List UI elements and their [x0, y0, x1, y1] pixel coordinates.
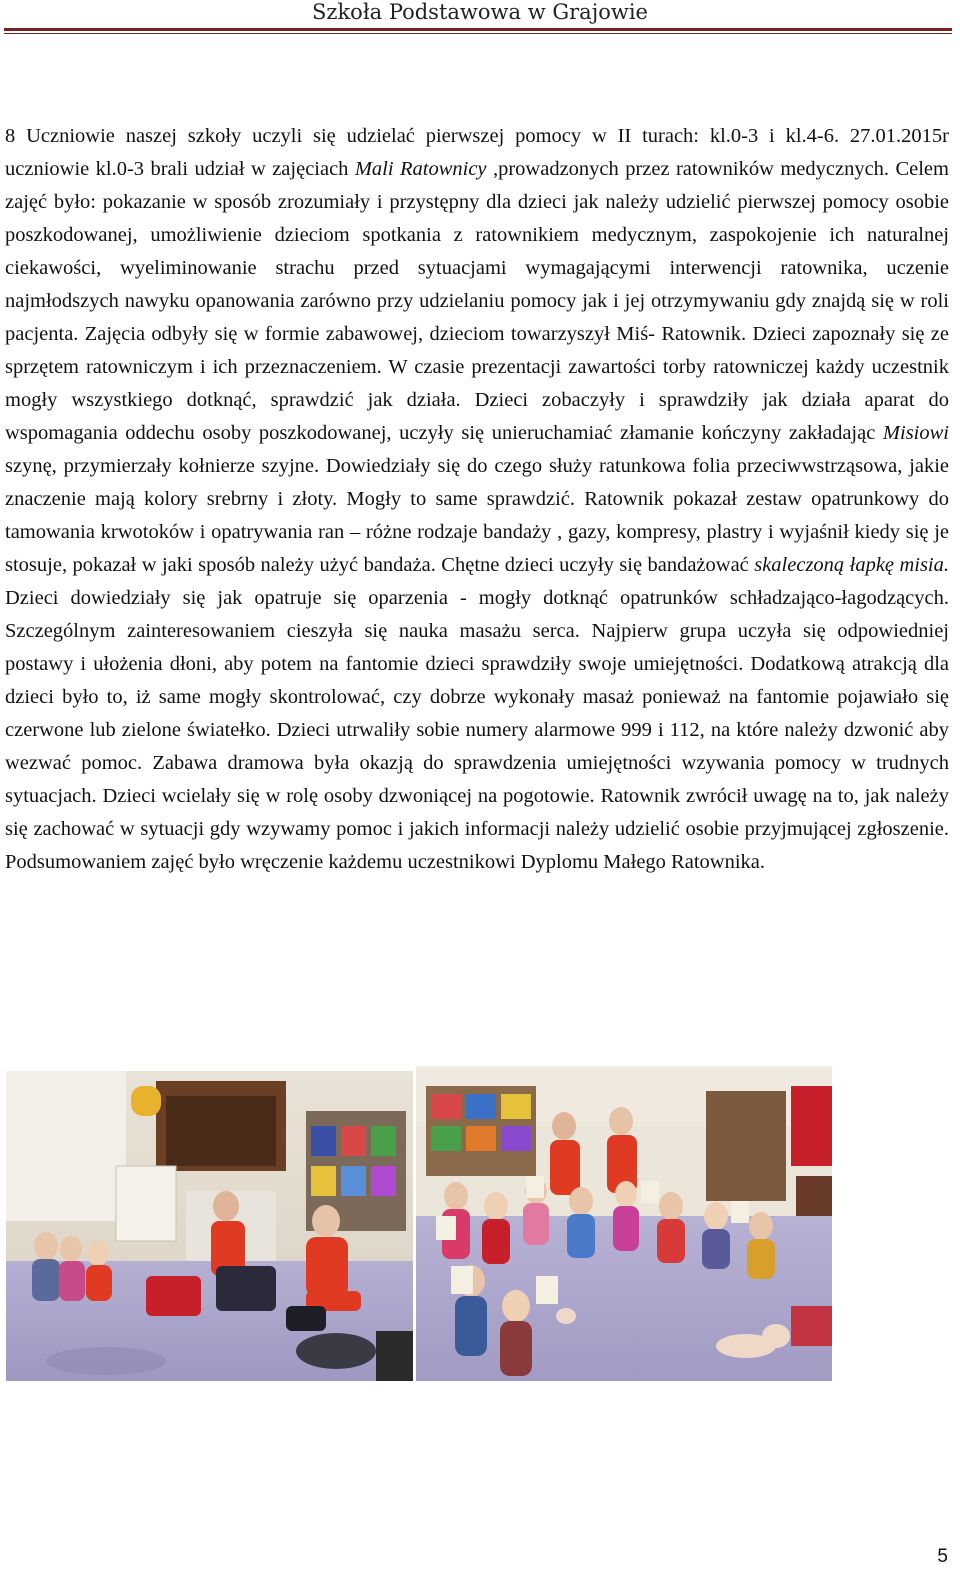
text-italic: Misiowi	[882, 422, 949, 444]
photo-paramedics-with-children	[6, 1071, 413, 1381]
photo-image	[6, 1071, 413, 1381]
page-header	[0, 0, 960, 36]
article-paragraph	[5, 120, 949, 879]
text-italic: skaleczoną łapkę misia.	[754, 554, 950, 576]
article-text	[5, 120, 949, 879]
text-italic: Mali Ratownicy	[354, 158, 487, 180]
photo-children-with-diplomas	[416, 1066, 832, 1381]
photo-image	[416, 1066, 832, 1381]
text-run: 8 Uczniowie naszej szkoły uczyli się udzielać pierwszej pomocy w II turach: kl.0-3 i kl.4-6. 27.01.2015r uczniowie kl.0-3 brali udział w zajęciach	[5, 125, 949, 180]
text-run: ,prowadzonych przez ratowników medycznych. Celem zajęć było: pokazanie w sposób zrozumiały i przystępny dla dzieci jak należy udzielić pierwszej pomocy osobie poszkodowanej, umożliwienie dzieciom spotkania z ratownikiem medycznym, zaspokojenie ich naturalnej ciekawości, wyeliminowanie strachu przed sytuacjami wymagającymi interwencji ratownika, uczenie najmłodszych nawyku opanowania zarówno przy udzielaniu pomocy jak i jej otrzymywaniu gdy znajdą się w roli pacjenta. Zajęcia odbyły się w formie zabawowej, dzieciom towarzyszył Miś- Ratownik. Dzieci zapoznały się ze sprzętem ratowniczym i ich przeznaczeniem. W czasie prezentacji zawartości torby ratowniczej każdy uczestnik mogły wszystkiego dotknąć, sprawdzić jak działa. Dzieci zobaczyły i sprawdziły jak działa aparat do wspomagania oddechu osoby poszkodowanej, uczyły się unieruchamiać złamanie kończyny zakładając	[5, 158, 949, 444]
text-run: Dzieci dowiedziały się jak opatruje się oparzenia - mogły dotknąć opatrunków schładzająco-łagodzących. Szczególnym zainteresowaniem cieszyła się nauka masażu serca. Najpierw grupa uczyła się odpowiedniej postawy i ułożenia dłoni, aby potem na fantomie dzieci sprawdziły swoje umiejętności. Dodatkową atrakcją dla dzieci było to, iż same mogły skontrolować, czy dobrze wykonały masaż ponieważ na fantomie pojawiało się czerwone lub zielone światełko. Dzieci utrwaliły sobie numery alarmowe 999 i 112, na które należy dzwonić aby wezwać pomoc. Zabawa dramowa była okazją do sprawdzenia umiejętności wzywania pomocy w trudnych sytuacjach. Dzieci wcielały się w rolę osoby dzwoniącej na pogotowie. Ratownik zwrócił uwagę na to, jak należy się zachować w sytuacji gdy wzywamy pomoc i jakich informacji należy udzielić osobie przyjmującej zgłoszenie. Podsumowaniem zajęć było wręczenie każdemu uczestnikowi Dyplomu Małego Ratownika.	[5, 587, 949, 873]
header-rule-thin	[4, 33, 952, 34]
header-title: Szkoła Podstawowa w Grajowie	[312, 0, 648, 24]
header-rule	[4, 28, 952, 31]
page-number: 5	[937, 1546, 948, 1567]
text-run: szynę, przymierzały kołnierze szyjne. Dowiedziały się do czego służy ratunkowa folia przeciwwstrząsowa, jakie znaczenie mają kolory srebrny i złoty. Mogły to same sprawdzić. Ratownik pokazał zestaw opatrunkowy do tamowania krwotoków i opatrywania ran – różne rodzaje bandaży , gazy, kompresy, plastry i wyjaśnił kiedy się je stosuje, pokazał w jaki sposób należy użyć bandaża. Chętne dzieci uczyły się bandażować	[5, 455, 949, 576]
